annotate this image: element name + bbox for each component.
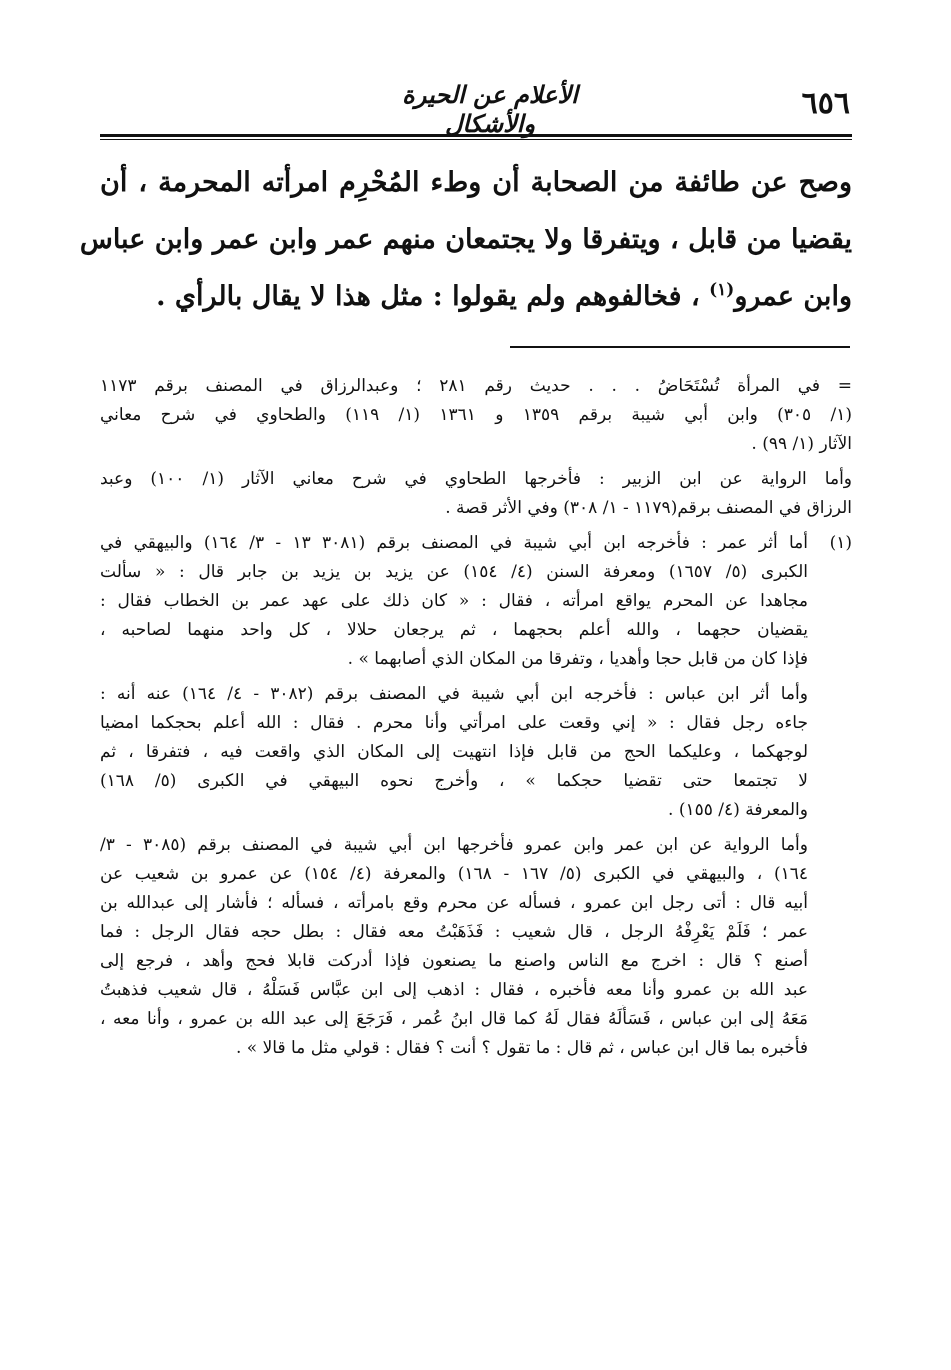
note-line: عبد الله بن عمرو وأنا معه فأخبره ، فقال : اذهب إلى ابن عبَّاس فَسَلْهُ ، قال شعيب فذهبتُ — [100, 980, 808, 1000]
note-line: وأما أثر ابن عباس : فأخرجه ابن أبي شيبة في المصنف برقم (٣٠٨٢ - ٤/ ١٦٤) عنه أنه : — [100, 684, 808, 704]
main-text — [79, 154, 852, 325]
note-line: (١/ ٣٠٥) وابن أبي شيبة برقم ١٣٥٩ و ١٣٦١ (١/ ١١٩) والطحاوي في شرح معاني — [100, 405, 852, 425]
note-line: جاءه رجل فقال : « إني وقعت على امرأتي وأنا محرم . فقال : الله أعلم بحجكما امضيا — [100, 713, 808, 733]
footnote-ibn-abbas — [100, 680, 852, 825]
note-line: مجاهدا عن المحرم يواقع امرأته ، فقال : « كان ذلك على عهد عمر بن الخطاب فقال : — [100, 591, 808, 611]
footnote-continuation — [100, 372, 852, 459]
note-line: فأخبره بما قال ابن عباس ، ثم قال : ما تقول ؟ أنت ؟ فقال : قولي مثل ما قالا » . — [235, 1038, 808, 1058]
note-line: أما أثر عمر : فأخرجه ابن أبي شيبة في المصنف برقم (٣٠٨١ ١٣ - ٣/ ١٦٤) والبيهقي في — [100, 533, 808, 553]
note-line: لا تجتمعا حتى تقضيا حجكما » ، وأخرج نحوه البيهقي في الكبرى (٥/ ١٦٨) — [100, 771, 808, 791]
main-line-end: ، فخالفوهم ولم يقولوا : مثل هذا لا يقال بالرأي . — [156, 281, 700, 312]
footnote-separator — [510, 346, 850, 348]
note-line: عمر ؛ فَلَمْ يَعْرِفْهُ الرجل ، قال شعيب : فَذَهَبْتُ معه فقال : بطل حجه فقال الرجل : فما — [100, 922, 808, 942]
note-line: فإذا كان من قابل حجا وأهديا ، وتفرقا من المكان الذي أصابهما » . — [347, 649, 808, 669]
header-rule — [100, 134, 852, 137]
note-line: مَعَهُ إلى ابن عباس ، فَسَأَلَهُ فقال لَهُ كما قال ابنُ عُمر ، فَرَجَعَ إلى عبد الله بن عمرو ، وأنا معه ، — [100, 1009, 808, 1029]
footnote-ibn-umar-amr — [100, 831, 852, 1063]
note-line: الآثار (١/ ٩٩) . — [751, 434, 852, 454]
note-line: وأما الرواية عن ابن عمر وابن عمرو فأخرجها ابن أبي شيبة في المصنف برقم (٣٠٨٥ - ٣/ — [100, 835, 808, 855]
note-line: يقضيان حجهما ، والله أعلم بحجهما ، ثم يرجعان حلالا ، كل واحد منهما لصاحبه ، — [100, 620, 808, 640]
main-line — [100, 268, 852, 325]
page-number: ٦٥٦ — [801, 86, 850, 121]
note-line: وأما الرواية عن ابن الزبير : فأخرجها الطحاوي في شرح معاني الآثار (١/ ١٠٠) وعبد — [100, 469, 852, 489]
header-rule-thin — [100, 139, 852, 140]
note-line: لوجهكما ، وعليكما الحج من قابل فإذا انتهيت إلى المكان الذي واقعت فيه ، فتفرقا ، ثم — [100, 742, 808, 762]
note-line: = في المرأة تُسْتَحَاضُ . . . حديث رقم ٢٨١ ؛ وعبدالرزاق في المصنف برقم ١١٧٣ — [100, 376, 852, 396]
note-line: أبيه قال : أتى رجل ابن عمرو ، فسأله عن محرم وقع بامرأته ، فسأله ؛ فأشار إلى عبدالله بن — [100, 893, 808, 913]
page-header — [100, 78, 850, 138]
footnote-zubair — [100, 465, 852, 523]
note-line: والمعرفة (٤/ ١٥٥) . — [668, 800, 808, 820]
main-line-start: وابن عمرو — [734, 281, 852, 312]
main-line: وصح عن طائفة من الصحابة أن وطء المُحْرِم امرأته المحرمة ، أن — [100, 167, 852, 198]
footnote-marker: (١) — [829, 533, 852, 553]
note-line: أصنع ؟ قال : اخرج مع الناس واصنع ما يصنعون فإذا أدركت قابلا فحج وأهد ، فرجع إلى — [100, 951, 808, 971]
note-line: ١٦٤) ، والبيهقي في الكبرى (٥/ ١٦٧ - ١٦٨) والمعرفة (٤/ ١٥٤) عن عمرو بن شعيب عن — [100, 864, 809, 884]
running-title: الأعلام عن الحيرة والأشكال — [402, 80, 578, 138]
main-line: يقضيا من قابل ، ويتفرقا ولا يجتمعان منهم عمر وابن عمر وابن عباس — [79, 224, 852, 255]
note-line: الكبرى (٥/ ١٦٥٧) ومعرفة السنن (٤/ ١٥٤) عن يزيد بن يزيد بن جابر قال : « سألت — [100, 562, 808, 582]
note-line: الرزاق في المصنف برقم(١١٧٩ - ١/ ٣٠٨) وفي الأثر قصة . — [445, 498, 852, 518]
footnotes — [100, 372, 852, 1063]
footnote-1-umar — [100, 529, 852, 674]
footnote-reference: (١) — [709, 280, 735, 300]
